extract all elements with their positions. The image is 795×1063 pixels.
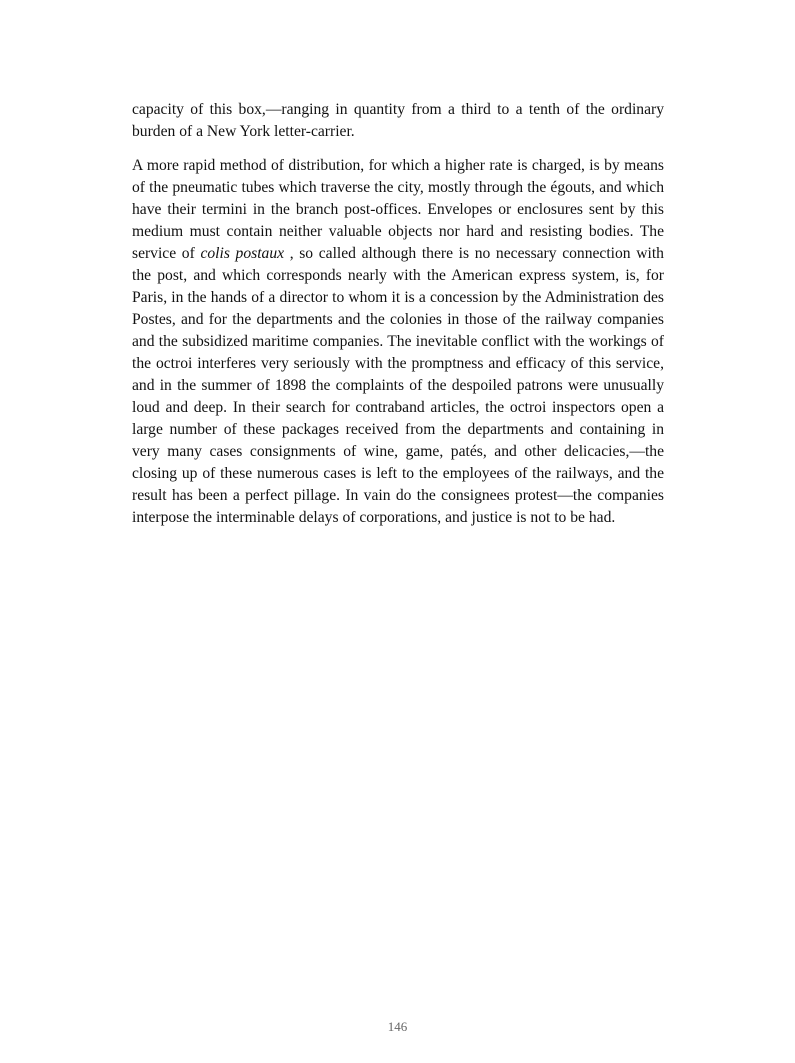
paragraph-2-text-start: A more rapid method of distribution, for which a higher rate is charged, is by means of the pneumatic tubes which traverse the city, mostly through the égouts, and which have their termini in the branch post-offices. Envelopes or enclosures sent by this medium must contain neither valuable objects nor hard and resisting bodies. The service of bbox=[132, 157, 664, 262]
paragraph-1-text: capacity of this box,—ranging in quantity from a third to a tenth of the ordinary burden of a New York letter-carrier. bbox=[132, 101, 664, 140]
body-text bbox=[132, 99, 664, 529]
italic-term: colis postaux bbox=[200, 245, 285, 262]
page-number: 146 bbox=[387, 1019, 408, 1034]
paragraph-2 bbox=[132, 155, 664, 529]
paragraph-2-text-end: , so called although there is no necessary connection with the post, and which corresponds nearly with the American express system, is, for Paris, in the hands of a director to whom it is a concession by the Administration des Postes, and for the departments and the colonies in those of the railway companies and the subsidized maritime companies. The inevitable conflict with the workings of the octroi interferes very seriously with the promptness and efficacy of this service, and in the summer of 1898 the complaints of the despoiled patrons were unusually loud and deep. In their search for contraband articles, the octroi inspectors open a large number of these packages received from the departments and containing in very many cases consignments of wine, game, patés, and other delicacies,—the closing up of these numerous cases is left to the employees of the railways, and the result has been a perfect pillage. In vain do the consignees protest—the companies interpose the interminable delays of corporations, and justice is not to be had. bbox=[132, 245, 664, 526]
paragraph-1 bbox=[132, 99, 664, 143]
